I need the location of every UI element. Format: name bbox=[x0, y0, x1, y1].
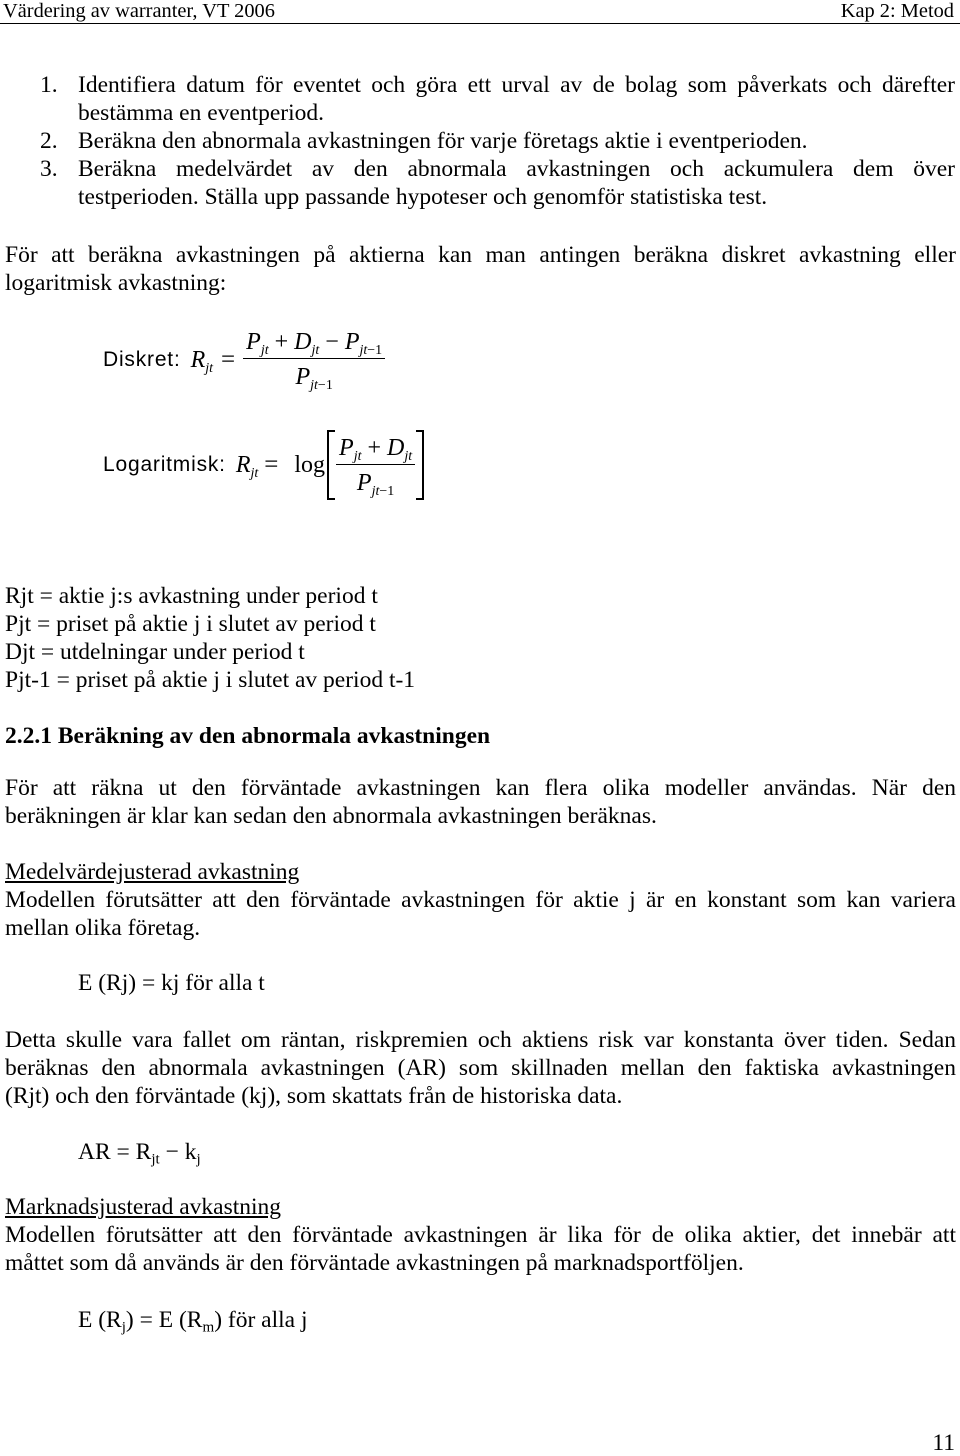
fraction bbox=[243, 329, 385, 393]
logarithmic-formula-label: Logaritmisk: bbox=[103, 453, 226, 476]
variable-subscript-tail: −1 bbox=[317, 378, 333, 393]
log-function: log bbox=[294, 452, 326, 478]
definition-line: Djt = utdelningar under period t bbox=[5, 639, 305, 665]
formula-subscript: jt bbox=[151, 1151, 160, 1168]
variable-subscript: jt bbox=[404, 448, 413, 464]
definition-line: Pjt-1 = priset på aktie j i slutet av period t-1 bbox=[5, 667, 416, 693]
step-3-text bbox=[78, 155, 955, 211]
step-1-text bbox=[78, 71, 955, 127]
variable-subscript: jt bbox=[311, 343, 320, 358]
section-intro-paragraph bbox=[5, 774, 956, 830]
mean-adjusted-heading: Medelvärdejusterad avkastning bbox=[5, 859, 300, 885]
variable-subscript: jt bbox=[250, 466, 259, 481]
paragraph-line: mellan olika företag. bbox=[5, 915, 201, 941]
variable-subscript: jt bbox=[371, 483, 380, 499]
formula-subscript: j bbox=[121, 1319, 126, 1336]
abnormal-return-formula bbox=[78, 1138, 201, 1166]
formula-subscript: m bbox=[202, 1319, 215, 1336]
header-chapter: Kap 2: Metod bbox=[840, 0, 954, 22]
price-variable bbox=[339, 434, 362, 464]
paragraph-line: Modellen förutsätter att den förväntade avkastningen för aktie j är en konstant som kan variera bbox=[5, 887, 956, 913]
step-2-number: 2. bbox=[40, 128, 58, 154]
paragraph-line: För att beräkna avkastningen på aktierna kan man antingen beräkna diskret avkastning eller bbox=[5, 242, 956, 268]
step-3-line: testperioden. Ställa upp passande hypoteser och genomför statistiska test. bbox=[78, 184, 768, 210]
return-variable bbox=[235, 452, 259, 481]
dividend-variable bbox=[294, 329, 320, 358]
right-bracket bbox=[416, 430, 424, 500]
expected-return-formula: E (Rj) = kj för alla t bbox=[78, 970, 265, 996]
variable-base: P bbox=[295, 364, 311, 390]
header-document-title: Värdering av warranter, VT 2006 bbox=[3, 0, 275, 22]
definition-line: Pjt = priset på aktie j i slutet av period t bbox=[5, 611, 376, 637]
formula-text: − k bbox=[159, 1139, 197, 1165]
variable-base: P bbox=[356, 469, 372, 496]
variable-base: P bbox=[344, 329, 360, 355]
variable-base: P bbox=[246, 329, 261, 355]
variable-subscript: jt bbox=[359, 343, 368, 358]
variable-base: R bbox=[190, 346, 206, 373]
discrete-return-formula bbox=[103, 329, 385, 393]
variable-base: D bbox=[294, 329, 312, 355]
formula-subscript: j bbox=[196, 1151, 201, 1168]
step-1-line: bestämma en eventperiod. bbox=[78, 100, 325, 126]
definition-line: Rjt = aktie j:s avkastning under period t bbox=[5, 583, 378, 609]
variable-subscript-tail: −1 bbox=[367, 343, 383, 358]
fraction bbox=[336, 434, 415, 499]
price-variable bbox=[246, 329, 269, 358]
mean-adjusted-paragraph bbox=[5, 886, 956, 942]
paragraph-line: beräkningen är klar kan sedan den abnormala avkastningen beräknas. bbox=[5, 803, 657, 829]
step-1-line: Identifiera datum för eventet och göra ett urval av de bolag som påverkats och därefter bbox=[78, 72, 955, 98]
variable-subscript: jt bbox=[353, 448, 362, 464]
step-3-number: 3. bbox=[40, 156, 58, 182]
paragraph-line: måttet som då används är den förväntade avkastningen på marknadsportföljen. bbox=[5, 1250, 744, 1276]
paragraph-line: logaritmisk avkastning: bbox=[5, 270, 227, 296]
fraction-denominator bbox=[354, 465, 397, 499]
formula-text: ) = E (R bbox=[125, 1307, 203, 1333]
paragraph-line: (Rjt) och den förväntade (kj), som skattats från de historiska data. bbox=[5, 1083, 623, 1109]
step-1-number: 1. bbox=[40, 72, 58, 98]
dividend-variable bbox=[387, 434, 413, 464]
variable-subscript: jt bbox=[260, 343, 269, 358]
variable-base: P bbox=[339, 434, 354, 461]
previous-price-variable bbox=[356, 469, 395, 499]
equals-sign: = bbox=[264, 451, 279, 478]
paragraph-line: Detta skulle vara fallet om räntan, riskpremien och aktiens risk var konstanta över tiden. Sedan bbox=[5, 1027, 956, 1053]
return-variable bbox=[190, 346, 214, 376]
formula-text: ) för alla j bbox=[214, 1307, 308, 1333]
page-number: 11 bbox=[932, 1430, 955, 1456]
formula-text: E (R bbox=[78, 1307, 122, 1333]
logarithmic-return-formula bbox=[103, 430, 424, 500]
variable-subscript: jt bbox=[205, 360, 214, 376]
variable-definitions bbox=[5, 582, 956, 694]
intro-paragraph bbox=[5, 241, 956, 297]
discrete-formula-label: Diskret: bbox=[103, 347, 181, 371]
paragraph-line: Modellen förutsätter att den förväntade avkastningen är lika för de olika aktier, det innebär att bbox=[5, 1222, 956, 1248]
left-bracket bbox=[327, 430, 335, 500]
variable-base: R bbox=[235, 452, 251, 478]
step-2-text bbox=[78, 127, 955, 155]
abnormal-return-explanation bbox=[5, 1026, 956, 1110]
paragraph-line: För att räkna ut den förväntade avkastningen kan flera olika modeller användas. När den bbox=[5, 775, 956, 801]
minus-operator: − bbox=[325, 329, 339, 355]
plus-operator: + bbox=[274, 329, 289, 355]
equals-sign: = bbox=[221, 345, 236, 373]
page-header bbox=[0, 0, 960, 24]
market-adjusted-heading: Marknadsjusterad avkastning bbox=[5, 1194, 282, 1220]
step-2-line: Beräkna den abnormala avkastningen för varje företags aktie i eventperioden. bbox=[78, 128, 808, 154]
fraction-numerator bbox=[243, 329, 385, 358]
market-adjusted-paragraph bbox=[5, 1221, 956, 1277]
variable-subscript: jt bbox=[310, 378, 318, 393]
variable-subscript-tail: −1 bbox=[379, 483, 395, 499]
section-heading: 2.2.1 Beräkning av den abnormala avkastningen bbox=[5, 723, 491, 749]
step-3-line: Beräkna medelvärdet av den abnormala avkastningen och ackumulera dem över bbox=[78, 156, 955, 182]
previous-price-variable bbox=[295, 364, 333, 393]
plus-operator: + bbox=[367, 434, 382, 461]
formula-text: AR = R bbox=[78, 1139, 152, 1165]
paragraph-line: beräknas den abnormala avkastningen (AR) som skillnaden mellan den faktiska avkastningen bbox=[5, 1055, 956, 1081]
fraction-denominator bbox=[292, 359, 335, 393]
variable-base: D bbox=[387, 434, 405, 461]
previous-price-variable bbox=[344, 329, 383, 358]
fraction-numerator bbox=[336, 435, 415, 464]
market-expected-return-formula bbox=[78, 1306, 308, 1334]
